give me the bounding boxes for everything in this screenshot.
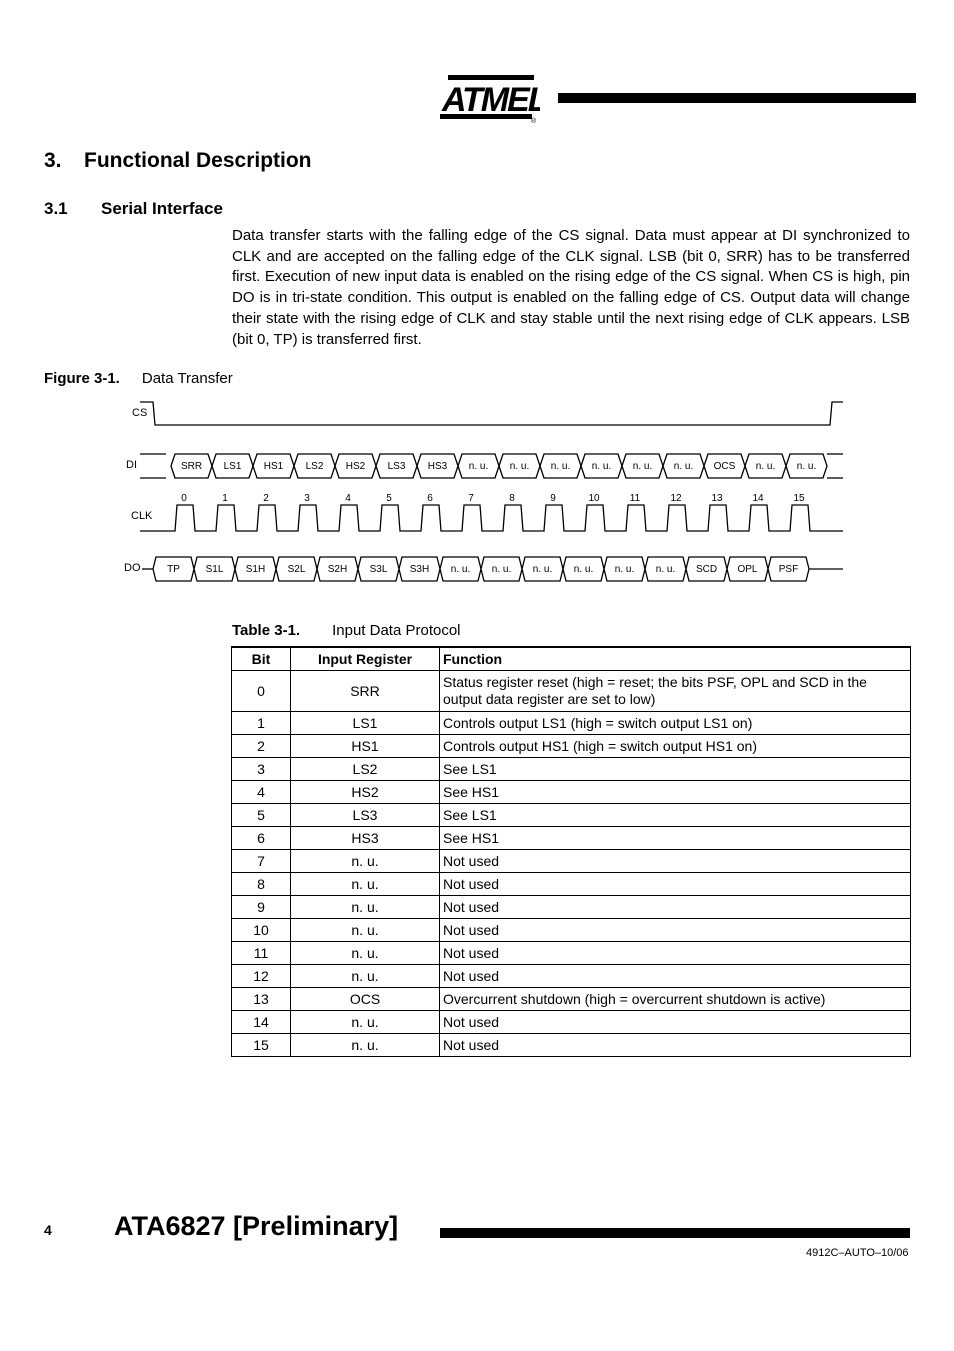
cell-input-register: n. u. bbox=[291, 918, 440, 941]
di-bit-label: SRR bbox=[180, 461, 203, 472]
cell-input-register: HS2 bbox=[291, 780, 440, 803]
signal-label-di: DI bbox=[126, 459, 137, 471]
cell-function: Controls output HS1 (high = switch output HS1 on) bbox=[440, 734, 911, 757]
cell-bit: 13 bbox=[232, 987, 291, 1010]
table-row bbox=[232, 780, 911, 803]
di-bit-label: n. u. bbox=[550, 461, 571, 472]
cell-input-register: LS1 bbox=[291, 711, 440, 734]
cell-bit: 1 bbox=[232, 711, 291, 734]
di-bit-label: HS3 bbox=[427, 461, 448, 472]
clk-number: 15 bbox=[793, 493, 805, 504]
clk-number: 7 bbox=[468, 493, 474, 504]
cell-input-register: n. u. bbox=[291, 1010, 440, 1033]
clk-number: 1 bbox=[222, 493, 228, 504]
cell-bit: 7 bbox=[232, 849, 291, 872]
table-row bbox=[232, 757, 911, 780]
cell-input-register: OCS bbox=[291, 987, 440, 1010]
clk-number: 10 bbox=[588, 493, 600, 504]
cell-function: Status register reset (high = reset; the bits PSF, OPL and SCD in the output data register are set to low) bbox=[440, 670, 911, 711]
table-row bbox=[232, 872, 911, 895]
cell-bit: 14 bbox=[232, 1010, 291, 1033]
clk-number: 2 bbox=[263, 493, 269, 504]
clk-number: 0 bbox=[181, 493, 187, 504]
table-row bbox=[232, 711, 911, 734]
table-row bbox=[232, 849, 911, 872]
di-bit-label: n. u. bbox=[632, 461, 653, 472]
cell-input-register: n. u. bbox=[291, 872, 440, 895]
document-code: 4912C–AUTO–10/06 bbox=[806, 1247, 909, 1259]
cell-bit: 6 bbox=[232, 826, 291, 849]
cell-input-register: LS2 bbox=[291, 757, 440, 780]
do-bit-label: n. u. bbox=[573, 564, 594, 575]
document-title: ATA6827 [Preliminary] bbox=[114, 1211, 399, 1241]
cell-function: See LS1 bbox=[440, 803, 911, 826]
cell-bit: 2 bbox=[232, 734, 291, 757]
di-bit-label: LS2 bbox=[305, 461, 324, 472]
di-bit-label: LS3 bbox=[387, 461, 406, 472]
table-row bbox=[232, 734, 911, 757]
signal-label-cs: CS bbox=[132, 407, 148, 419]
signal-label-clk: CLK bbox=[131, 510, 153, 522]
do-bit-label: S1L bbox=[205, 564, 224, 575]
clk-number: 11 bbox=[629, 493, 641, 504]
di-bit-label: OCS bbox=[713, 461, 736, 472]
cell-function: Not used bbox=[440, 849, 911, 872]
section-title: Functional Description bbox=[84, 149, 312, 172]
footer-rule bbox=[440, 1228, 910, 1238]
signal-label-do: DO bbox=[124, 562, 141, 574]
page-number: 4 bbox=[44, 1222, 52, 1238]
table-title: Input Data Protocol bbox=[332, 622, 461, 639]
do-bit-label: OPL bbox=[737, 564, 758, 575]
cell-function: Not used bbox=[440, 895, 911, 918]
di-bit-label: n. u. bbox=[796, 461, 817, 472]
clk-number: 9 bbox=[550, 493, 556, 504]
table-row bbox=[232, 1033, 911, 1056]
cs-waveform bbox=[140, 402, 843, 425]
di-bit-label: n. u. bbox=[591, 461, 612, 472]
cell-bit: 5 bbox=[232, 803, 291, 826]
cell-function: Not used bbox=[440, 1010, 911, 1033]
table-row bbox=[232, 941, 911, 964]
clk-number: 12 bbox=[670, 493, 682, 504]
cell-bit: 8 bbox=[232, 872, 291, 895]
cell-function: Not used bbox=[440, 941, 911, 964]
body-paragraph: Data transfer starts with the falling edge of the CS signal. Data must appear at DI synchronized to CLK and are accepted on the falling edge of the CLK signal. LSB (bit 0, SRR) has to be transferred first. Execution of new input data is enabled on the rising edge of the CS signal. When CS is high, pin DO is in tri-state condition. This output is enabled on the falling edge of CS. Output data will change their state with the rising edge of CLK and stay stable until the next rising edge of CLK appears. LSB (bit 0, TP) is transferred first. bbox=[232, 227, 910, 348]
di-bit-label: n. u. bbox=[468, 461, 489, 472]
table-row bbox=[232, 895, 911, 918]
cell-function: See HS1 bbox=[440, 826, 911, 849]
table-row bbox=[232, 670, 911, 711]
clk-waveform bbox=[140, 505, 843, 531]
do-bit-label: S2H bbox=[327, 564, 348, 575]
di-bit-label: HS1 bbox=[263, 461, 284, 472]
table-header-row bbox=[232, 647, 911, 670]
header-function: Function bbox=[440, 647, 911, 670]
do-bit-label: PSF bbox=[778, 564, 799, 575]
clk-number: 13 bbox=[711, 493, 723, 504]
timing-diagram bbox=[100, 395, 860, 600]
section-heading bbox=[44, 149, 312, 173]
cell-bit: 15 bbox=[232, 1033, 291, 1056]
do-bit-label: SCD bbox=[695, 564, 718, 575]
table-caption bbox=[232, 622, 461, 639]
figure-title: Data Transfer bbox=[141, 370, 233, 387]
cell-input-register: n. u. bbox=[291, 849, 440, 872]
header-bit: Bit bbox=[232, 647, 291, 670]
cell-input-register: LS3 bbox=[291, 803, 440, 826]
atmel-logo bbox=[438, 72, 540, 124]
clk-number: 3 bbox=[304, 493, 310, 504]
di-bit-label: HS2 bbox=[345, 461, 366, 472]
figure-caption bbox=[44, 370, 233, 387]
table-row bbox=[232, 803, 911, 826]
di-bit-label: n. u. bbox=[673, 461, 694, 472]
cell-input-register: n. u. bbox=[291, 1033, 440, 1056]
clk-number: 8 bbox=[509, 493, 515, 504]
cell-function: Not used bbox=[440, 872, 911, 895]
di-bit-label: n. u. bbox=[509, 461, 530, 472]
cell-input-register: HS3 bbox=[291, 826, 440, 849]
clk-number: 6 bbox=[427, 493, 433, 504]
cell-function: See LS1 bbox=[440, 757, 911, 780]
di-bit-label: LS1 bbox=[223, 461, 242, 472]
do-bit-label: n. u. bbox=[450, 564, 471, 575]
cell-function: Not used bbox=[440, 964, 911, 987]
do-bit-label: S1H bbox=[245, 564, 266, 575]
figure-label: Figure 3-1. bbox=[44, 370, 120, 387]
table-label: Table 3-1. bbox=[232, 622, 301, 639]
cell-bit: 3 bbox=[232, 757, 291, 780]
table-row bbox=[232, 918, 911, 941]
subsection-number: 3.1 bbox=[44, 199, 68, 218]
clk-number: 5 bbox=[386, 493, 392, 504]
cell-input-register: n. u. bbox=[291, 895, 440, 918]
registered-mark: ® bbox=[531, 118, 537, 124]
do-bit-label: n. u. bbox=[532, 564, 553, 575]
do-bit-label: n. u. bbox=[655, 564, 676, 575]
cell-input-register: n. u. bbox=[291, 964, 440, 987]
cell-bit: 9 bbox=[232, 895, 291, 918]
cell-function: Not used bbox=[440, 1033, 911, 1056]
do-bit-label: n. u. bbox=[491, 564, 512, 575]
subsection-title: Serial Interface bbox=[101, 199, 223, 218]
do-bit-label: S2L bbox=[287, 564, 306, 575]
cell-bit: 4 bbox=[232, 780, 291, 803]
do-bit-label: n. u. bbox=[614, 564, 635, 575]
table-row bbox=[232, 826, 911, 849]
input-data-protocol-table bbox=[231, 646, 911, 1057]
table-row bbox=[232, 1010, 911, 1033]
clk-number: 14 bbox=[752, 493, 764, 504]
header-rule bbox=[558, 93, 916, 103]
cell-function: Not used bbox=[440, 918, 911, 941]
di-bit-label: n. u. bbox=[755, 461, 776, 472]
logo-text: ATMEL bbox=[442, 81, 540, 119]
do-bit-label: S3H bbox=[409, 564, 430, 575]
cell-function: Overcurrent shutdown (high = overcurrent shutdown is active) bbox=[440, 987, 911, 1010]
table-row bbox=[232, 987, 911, 1010]
do-bit-label: TP bbox=[167, 564, 180, 575]
cell-bit: 0 bbox=[232, 670, 291, 711]
cell-bit: 11 bbox=[232, 941, 291, 964]
cell-input-register: HS1 bbox=[291, 734, 440, 757]
table-row bbox=[232, 964, 911, 987]
clk-number: 4 bbox=[345, 493, 351, 504]
cell-function: See HS1 bbox=[440, 780, 911, 803]
cell-bit: 10 bbox=[232, 918, 291, 941]
section-number: 3. bbox=[44, 149, 62, 172]
header-input-register: Input Register bbox=[291, 647, 440, 670]
cell-function: Controls output LS1 (high = switch output LS1 on) bbox=[440, 711, 911, 734]
cell-input-register: SRR bbox=[291, 670, 440, 711]
timing-diagram-svg bbox=[100, 395, 860, 595]
cell-input-register: n. u. bbox=[291, 941, 440, 964]
cell-bit: 12 bbox=[232, 964, 291, 987]
subsection-heading bbox=[44, 199, 223, 219]
do-bit-label: S3L bbox=[369, 564, 388, 575]
